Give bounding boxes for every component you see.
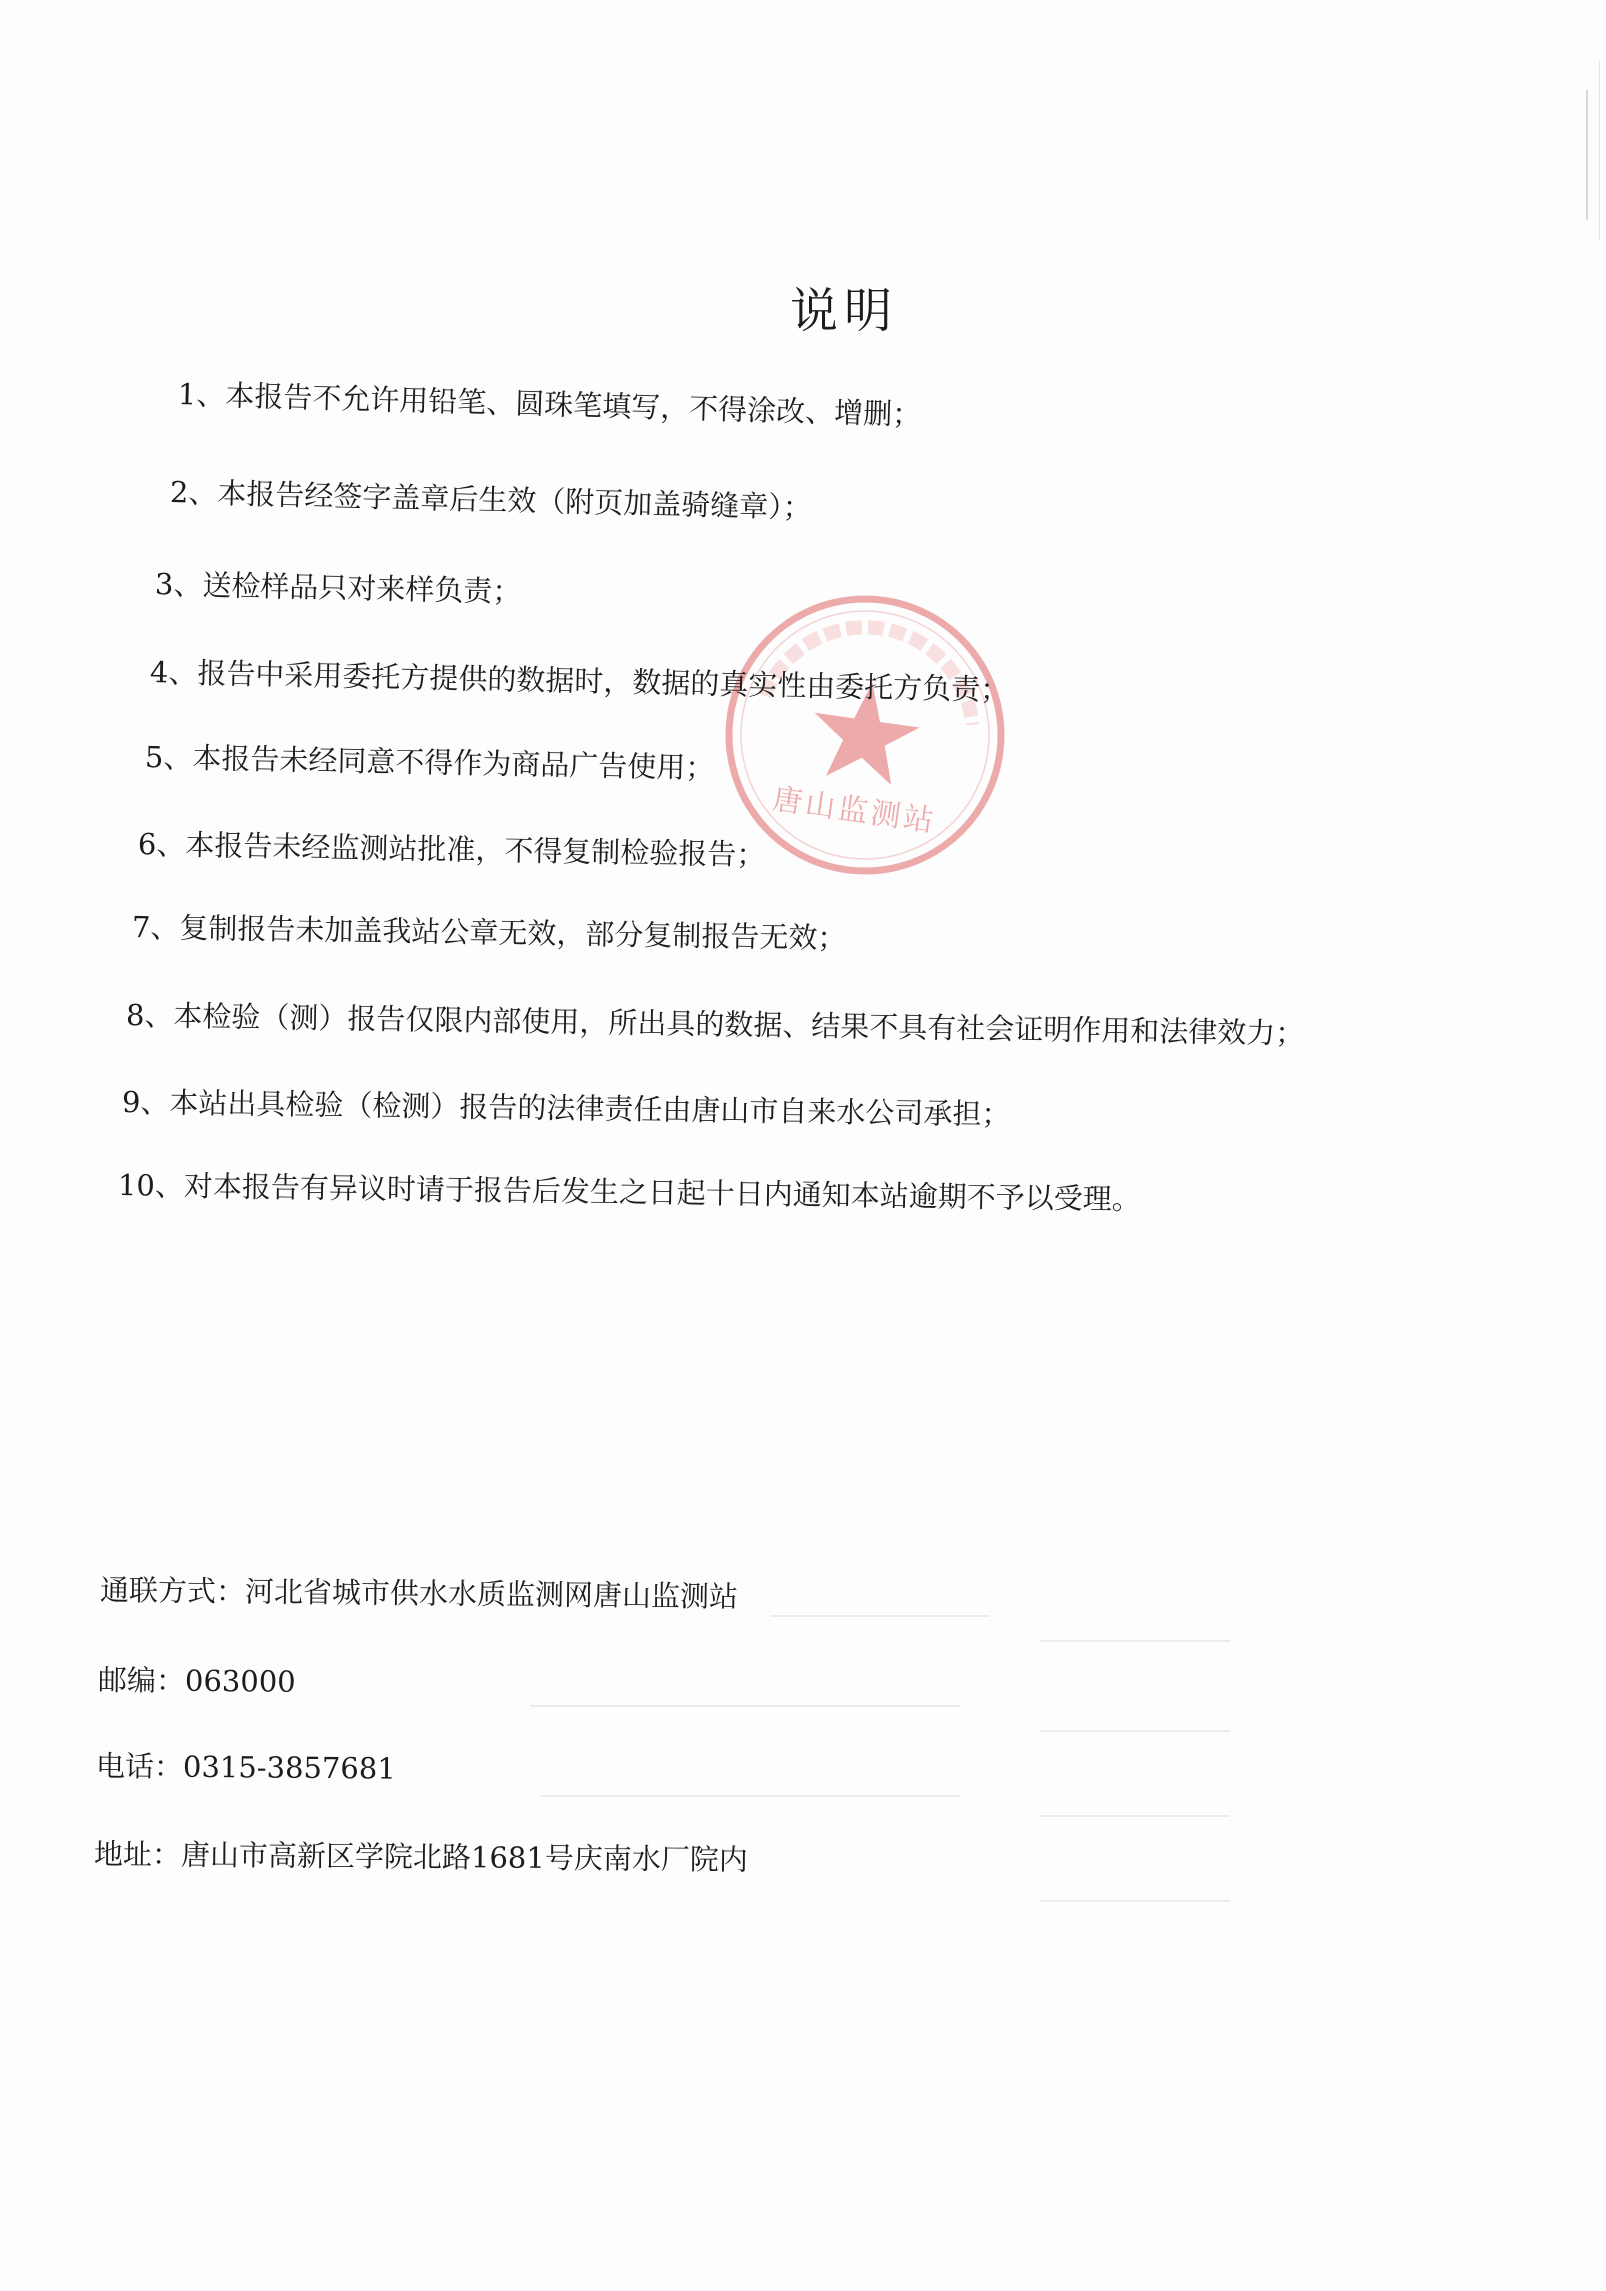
note-item: 6、本报告未经监测站批准，不得复制检验报告； (137, 827, 766, 872)
scan-artifact (1599, 60, 1600, 240)
contact-org-value: 河北省城市供水水质监测网唐山监测站 (244, 1574, 739, 1614)
note-item: 3、送检样品只对来样负责； (154, 567, 522, 609)
seal-inner-text: 唐山监测站 (770, 781, 939, 840)
bleed-through-mark (770, 1615, 990, 1617)
scan-artifact (1586, 90, 1588, 220)
bleed-through-mark (1040, 1900, 1230, 1902)
contact-address-label: 地址： (93, 1837, 182, 1872)
note-item: 5、本报告未经同意不得作为商品广告使用； (144, 740, 715, 785)
contact-address-value: 唐山市高新区学院北路1681号庆南水厂院内 (180, 1837, 748, 1877)
contact-postcode (98, 1658, 296, 1701)
note-item: 9、本站出具检验（检测）报告的法律责任由唐山市自来水公司承担； (121, 1085, 1011, 1132)
bleed-through-mark (1040, 1640, 1230, 1642)
contact-org (100, 1568, 738, 1616)
note-item: 8、本检验（测）报告仅限内部使用，所出具的数据、结果不具有社会证明作用和法律效力； (125, 998, 1305, 1051)
note-item: 2、本报告经签字盖章后生效（附页加盖骑缝章）； (169, 475, 813, 525)
contact-postcode-value: 063000 (184, 1663, 296, 1699)
note-item: 7、复制报告未加盖我站公章无效，部分复制报告无效； (131, 910, 847, 956)
note-item: 10、对本报告有异议时请于报告后发生之日起十日内通知本站逾期不予以受理。 (117, 1168, 1142, 1217)
bleed-through-mark (1040, 1730, 1230, 1732)
contact-phone (96, 1744, 396, 1788)
contact-address (94, 1832, 748, 1879)
contact-postcode-label: 邮编： (97, 1663, 186, 1698)
contact-org-label: 通联方式： (99, 1573, 246, 1609)
contact-phone-label: 电话： (95, 1749, 184, 1784)
bleed-through-mark (540, 1795, 960, 1797)
bleed-through-mark (530, 1705, 960, 1707)
note-item: 4、报告中采用委托方提供的数据时，数据的真实性由委托方负责； (149, 655, 1010, 707)
note-item: 1、本报告不允许用铅笔、圆珠笔填写，不得涂改、增删； (177, 377, 922, 432)
bleed-through-mark (1040, 1815, 1230, 1817)
document-title: 说明 (790, 283, 899, 339)
contact-phone-value: 0315-3857681 (182, 1749, 396, 1786)
